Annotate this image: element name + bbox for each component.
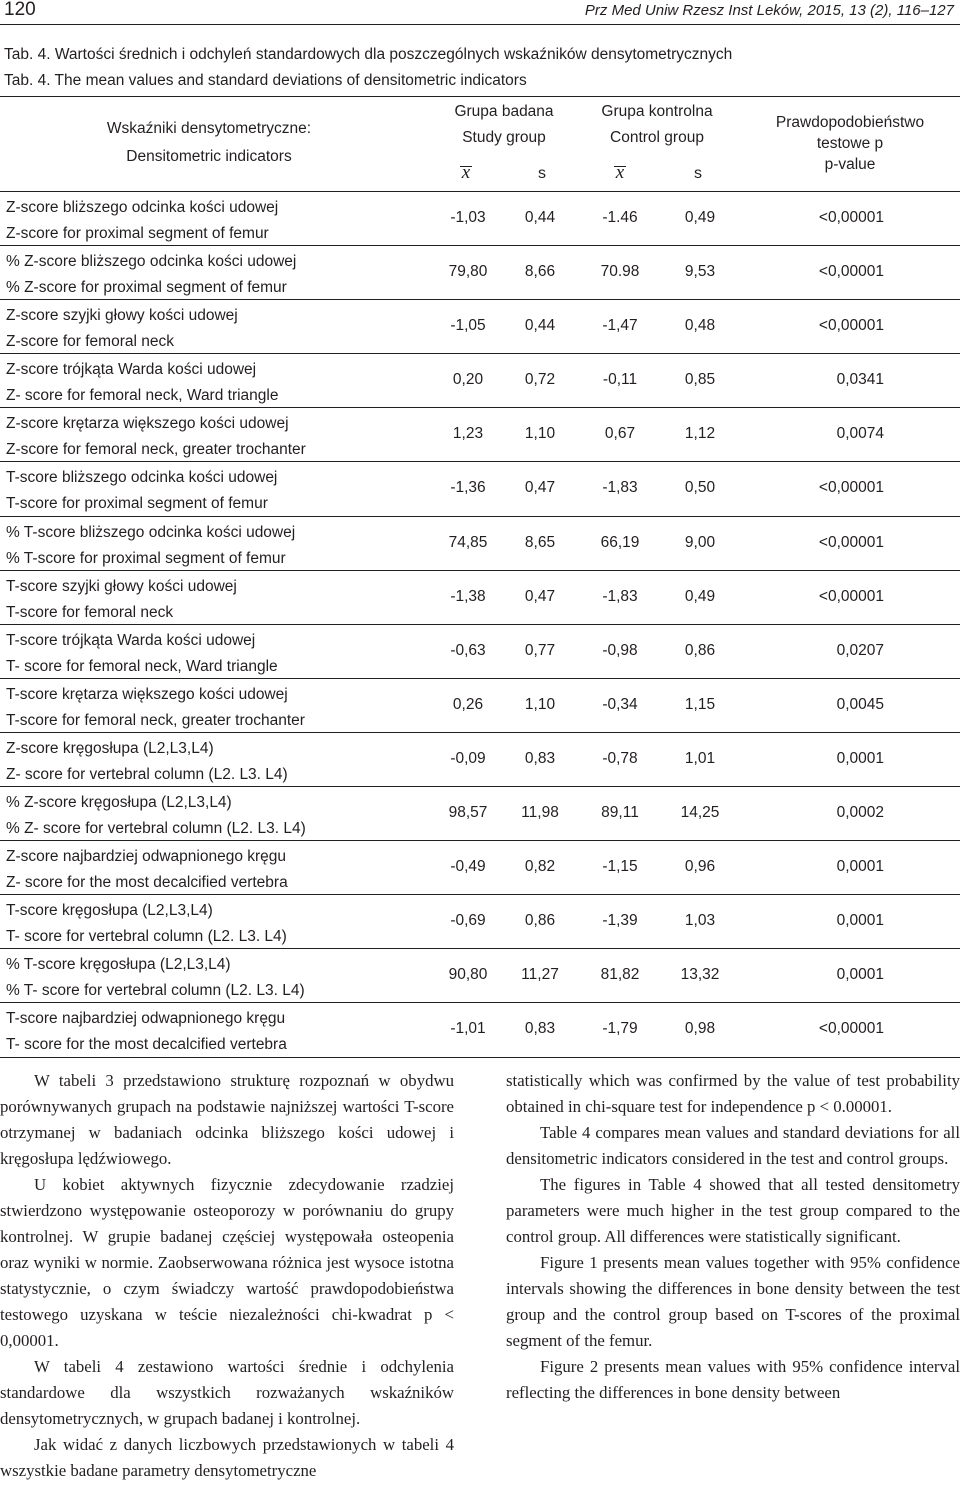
indicator-name-pl: % T-score kręgosłupa (L2,L3,L4): [6, 956, 231, 974]
control-sd-cell: 1,12: [684, 425, 716, 443]
indicator-name: [6, 1006, 287, 1058]
study-sd-cell: 0,44: [524, 209, 556, 226]
indicator-name-en: Z- score for vertebral column (L2. L3. L4): [6, 765, 288, 783]
body-column-left: [0, 1068, 454, 1484]
table-row: [0, 840, 960, 894]
indicator-name-pl: Z-score trójkąta Warda kości udowej: [6, 361, 257, 379]
study-sd-cell: 0,82: [524, 858, 556, 876]
control-mean-cell: -1,83: [602, 587, 638, 605]
control-mean-cell: 0,67: [604, 425, 636, 443]
indicator-name: [6, 952, 305, 1004]
table-row: [0, 1002, 960, 1056]
paragraph: U kobiet aktywnych fizycznie zdecydowanie rzadziej stwierdzono występowanie osteoporozy w porównaniu do grupy kontrolnej. W grupie badanej częściej występowała osteopenia oraz wyniki w normie. Zaobserwowana różnica jest wysoce istotna statystycznie, o czym świadczy wartość prawdopodobieństwa testowego uzyskana w teście niezależności chi-kwadrat p < 0,00001.: [0, 1175, 454, 1350]
indicator-name-en: T-score for proximal segment of femur: [6, 495, 268, 513]
study-mean-cell: -1,36: [450, 479, 486, 497]
study-sd-cell: 0,77: [524, 641, 556, 659]
indicator-name-en: Z-score for femoral neck: [6, 333, 174, 351]
indicator-name-pl: Z-score krętarza większego kości udowej: [6, 415, 289, 433]
paragraph: W tabeli 4 zestawiono wartości średnie i odchylenia standardowe dla wszystkich rozważanych wskaźników densytometrycznych, w grupach badanej i kontrolnej.: [0, 1357, 454, 1428]
paragraph: Jak widać z danych liczbowych przedstawionych w tabeli 4 wszystkie badane parametry densytometryczne: [0, 1435, 454, 1480]
study-mean-cell: 74,85: [448, 533, 488, 551]
header-p-line3: p-value: [824, 156, 876, 173]
control-sd-cell: 0,86: [684, 641, 716, 659]
indicator-name: [6, 790, 306, 842]
header-control-sd: s: [694, 165, 702, 182]
study-mean-cell: -1,03: [450, 209, 486, 226]
table-caption-pl: Tab. 4. Wartości średnich i odchyleń standardowych dla poszczególnych wskaźników densytometrycznych: [4, 46, 733, 63]
study-mean-cell: -1,01: [450, 1020, 486, 1038]
indicator-name: [6, 520, 295, 572]
indicator-name-pl: Z-score szyjki głowy kości udowej: [6, 307, 238, 325]
p-value-cell: 0,0001: [836, 749, 884, 767]
indicator-name-pl: Z-score najbardziej odwapnionego kręgu: [6, 848, 287, 866]
indicator-name-pl: T-score kręgosłupa (L2,L3,L4): [6, 902, 213, 920]
paragraph: Table 4 compares mean values and standard deviations for all densitometric indicators considered in the test and control groups.: [506, 1123, 960, 1168]
control-sd-cell: 13,32: [680, 966, 720, 984]
densitometry-table: [0, 96, 960, 1058]
header-indicators: [0, 119, 418, 167]
p-value-cell: 0,0074: [836, 425, 884, 443]
indicator-name-en: % T-score for proximal segment of femur: [6, 549, 286, 567]
mean-symbol: x: [615, 162, 625, 183]
study-mean-cell: 0,20: [452, 371, 484, 389]
p-value-cell: 0,0341: [836, 371, 884, 389]
control-mean-cell: -0,78: [602, 749, 638, 767]
indicator-name-pl: % Z-score bliższego odcinka kości udowej: [6, 253, 297, 271]
header-study-sd: s: [538, 165, 546, 182]
p-value-cell: 0,0001: [836, 912, 884, 930]
indicator-name: [6, 628, 278, 680]
control-mean-cell: -0,98: [602, 641, 638, 659]
table-row: [0, 786, 960, 840]
study-sd-cell: 0,47: [524, 587, 556, 605]
control-sd-cell: 0,49: [684, 587, 716, 605]
p-value-cell: <0,00001: [818, 209, 884, 226]
p-value-cell: <0,00001: [818, 263, 884, 281]
paragraph: The figures in Table 4 showed that all tested densitometry parameters were much higher in the test group compared to the control group. All differences were statistically significant.: [506, 1175, 960, 1246]
table-row: [0, 191, 960, 245]
header-p-line1: Prawdopodobieństwo: [775, 114, 925, 131]
p-value-cell: 0,0001: [836, 966, 884, 984]
indicator-name: [6, 411, 306, 463]
indicator-name-en: T- score for the most decalcified vertebra: [6, 1036, 287, 1054]
indicator-name-pl: % T-score bliższego odcinka kości udowej: [6, 523, 296, 541]
indicator-name-en: T- score for femoral neck, Ward triangle: [6, 657, 278, 675]
header-study-group: [428, 102, 580, 148]
indicator-name-en: T-score for femoral neck, greater trochanter: [6, 711, 305, 729]
control-sd-cell: 0,48: [684, 317, 716, 335]
indicator-name-en: Z-score for femoral neck, greater trochanter: [6, 441, 306, 459]
header-study-mean: [436, 162, 496, 183]
control-sd-cell: 0,85: [684, 371, 716, 389]
p-value-cell: 0,0002: [836, 804, 884, 822]
indicator-name: [6, 682, 305, 734]
study-mean-cell: 0,26: [452, 695, 484, 713]
control-mean-cell: 81,82: [600, 966, 640, 984]
indicator-name-en: T-score for femoral neck: [6, 603, 174, 621]
header-indicators-en: Densitometric indicators: [126, 148, 292, 165]
study-mean-cell: 79,80: [448, 263, 488, 281]
table-row: [0, 407, 960, 461]
control-mean-cell: -0,11: [602, 371, 638, 389]
indicator-name-pl: T-score trójkąta Warda kości udowej: [6, 631, 256, 649]
indicator-name: [6, 195, 278, 247]
control-mean-cell: -0,34: [602, 695, 638, 713]
control-mean-cell: -1,15: [602, 858, 638, 876]
control-sd-cell: 1,15: [684, 695, 716, 713]
study-mean-cell: 98,57: [448, 804, 488, 822]
control-mean-cell: -1,47: [602, 317, 638, 335]
indicator-name-en: % Z-score for proximal segment of femur: [6, 279, 287, 297]
study-mean-cell: -0,49: [450, 858, 486, 876]
study-mean-cell: -1,05: [450, 317, 486, 335]
running-head: Prz Med Uniw Rzesz Inst Leków, 2015, 13 (2), 116–127: [584, 2, 954, 19]
header-study-en: Study group: [462, 129, 546, 146]
indicator-name-pl: Z-score bliższego odcinka kości udowej: [6, 199, 279, 216]
table-row: [0, 732, 960, 786]
paragraph: W tabeli 3 przedstawiono strukturę rozpoznań w obydwu porównywanych grupach na podstawie najniższej wartości T-score otrzymanej w badaniach odcinka bliższego kości udowej i kręgosłupa lędźwiowego.: [0, 1071, 454, 1168]
indicator-name: [6, 249, 296, 301]
header-control-en: Control group: [610, 129, 704, 146]
table-row: [0, 299, 960, 353]
study-sd-cell: 1,10: [524, 425, 556, 443]
p-value-cell: <0,00001: [818, 587, 884, 605]
body-column-right: [506, 1068, 960, 1406]
control-sd-cell: 0,50: [684, 479, 716, 497]
p-value-cell: <0,00001: [818, 533, 884, 551]
paragraph: statistically which was confirmed by the value of test probability obtained in chi-square test for independence p < 0.00001.: [506, 1071, 960, 1116]
control-sd-cell: 0,96: [684, 858, 716, 876]
study-sd-cell: 0,47: [524, 479, 556, 497]
study-sd-cell: 8,65: [524, 533, 556, 551]
control-mean-cell: 70.98: [600, 263, 640, 281]
control-mean-cell: 89,11: [601, 804, 639, 822]
table-row: [0, 516, 960, 570]
indicator-name-en: % Z- score for vertebral column (L2. L3. L4): [6, 820, 306, 838]
header-control-pl: Grupa kontrolna: [601, 103, 713, 120]
page-number: 120: [4, 0, 36, 20]
indicator-name-en: Z- score for the most decalcified vertebra: [6, 874, 288, 892]
p-value-cell: <0,00001: [818, 479, 884, 497]
indicator-name: [6, 898, 287, 950]
table-row: [0, 353, 960, 407]
indicator-name: [6, 844, 288, 896]
indicator-name: [6, 736, 288, 788]
indicator-name-pl: Z-score kręgosłupa (L2,L3,L4): [6, 739, 214, 757]
indicator-name-en: T- score for vertebral column (L2. L3. L4): [6, 928, 287, 946]
indicator-name-pl: T-score szyjki głowy kości udowej: [6, 577, 237, 595]
study-sd-cell: 8,66: [524, 263, 556, 281]
study-mean-cell: -1,38: [450, 587, 486, 605]
study-sd-cell: 1,10: [524, 695, 556, 713]
page-header: [0, 0, 960, 25]
mean-symbol: x: [461, 162, 471, 183]
p-value-cell: 0,0045: [836, 695, 884, 713]
header-p-value: [740, 113, 960, 175]
indicator-name-en: % T- score for vertebral column (L2. L3. L4): [6, 982, 305, 1000]
study-sd-cell: 0,86: [524, 912, 556, 930]
table-row: [0, 894, 960, 948]
control-sd-cell: 1,03: [684, 912, 716, 930]
table-row: [0, 461, 960, 515]
control-sd-cell: 9,00: [684, 533, 716, 551]
table-header: [0, 97, 960, 191]
control-sd-cell: 0,98: [684, 1020, 716, 1038]
control-mean-cell: -1,83: [602, 479, 638, 497]
control-sd-cell: 9,53: [684, 263, 716, 281]
study-sd-cell: 11,98: [521, 804, 559, 822]
table-row: [0, 570, 960, 624]
study-mean-cell: 90,80: [448, 966, 488, 984]
p-value-cell: 0,0207: [836, 641, 884, 659]
control-mean-cell: 66,19: [600, 533, 640, 551]
p-value-cell: <0,00001: [818, 317, 884, 335]
indicator-name-pl: T-score najbardziej odwapnionego kręgu: [6, 1010, 286, 1028]
table-caption-en: Tab. 4. The mean values and standard deviations of densitometric indicators: [4, 72, 527, 89]
p-value-cell: <0,00001: [818, 1020, 884, 1038]
header-indicators-pl: Wskaźniki densytometryczne:: [106, 120, 312, 137]
study-sd-cell: 0,83: [524, 1020, 556, 1038]
control-mean-cell: -1.46: [602, 209, 638, 226]
control-mean-cell: -1,79: [602, 1020, 638, 1038]
study-sd-cell: 11,27: [521, 966, 559, 984]
table-row: [0, 948, 960, 1002]
indicator-name-pl: % Z-score kręgosłupa (L2,L3,L4): [6, 794, 232, 812]
study-mean-cell: 1,23: [452, 425, 484, 443]
table-row: [0, 245, 960, 299]
indicator-name: [6, 303, 238, 355]
header-control-group: [582, 102, 732, 148]
paragraph: Figure 1 presents mean values together with 95% confidence intervals showing the differences in bone density between the test group and the control group based on T-scores of the proximal segment of the femur.: [506, 1253, 960, 1350]
study-mean-cell: -0,69: [450, 912, 486, 930]
header-study-pl: Grupa badana: [454, 103, 554, 120]
table-row: [0, 678, 960, 732]
study-sd-cell: 0,44: [524, 317, 556, 335]
study-mean-cell: -0,09: [450, 749, 486, 767]
control-sd-cell: 14,25: [680, 804, 720, 822]
control-sd-cell: 1,01: [684, 749, 716, 767]
header-control-mean: [590, 162, 650, 183]
control-sd-cell: 0,49: [684, 209, 716, 226]
indicator-name: [6, 465, 277, 517]
indicator-name: [6, 357, 278, 409]
study-sd-cell: 0,83: [524, 749, 556, 767]
control-mean-cell: -1,39: [602, 912, 638, 930]
table-row: [0, 624, 960, 678]
indicator-name-en: Z-score for proximal segment of femur: [6, 225, 269, 242]
indicator-name: [6, 574, 237, 626]
table-body: [0, 191, 960, 1057]
indicator-name-pl: T-score bliższego odcinka kości udowej: [6, 469, 278, 487]
indicator-name-pl: T-score krętarza większego kości udowej: [6, 685, 288, 703]
header-p-line2: testowe p: [816, 135, 884, 152]
p-value-cell: 0,0001: [836, 858, 884, 876]
paragraph: Figure 2 presents mean values with 95% confidence interval reflecting the differences in bone density between: [506, 1357, 960, 1402]
study-mean-cell: -0,63: [450, 641, 486, 659]
indicator-name-en: Z- score for femoral neck, Ward triangle: [6, 387, 279, 405]
study-sd-cell: 0,72: [524, 371, 556, 389]
